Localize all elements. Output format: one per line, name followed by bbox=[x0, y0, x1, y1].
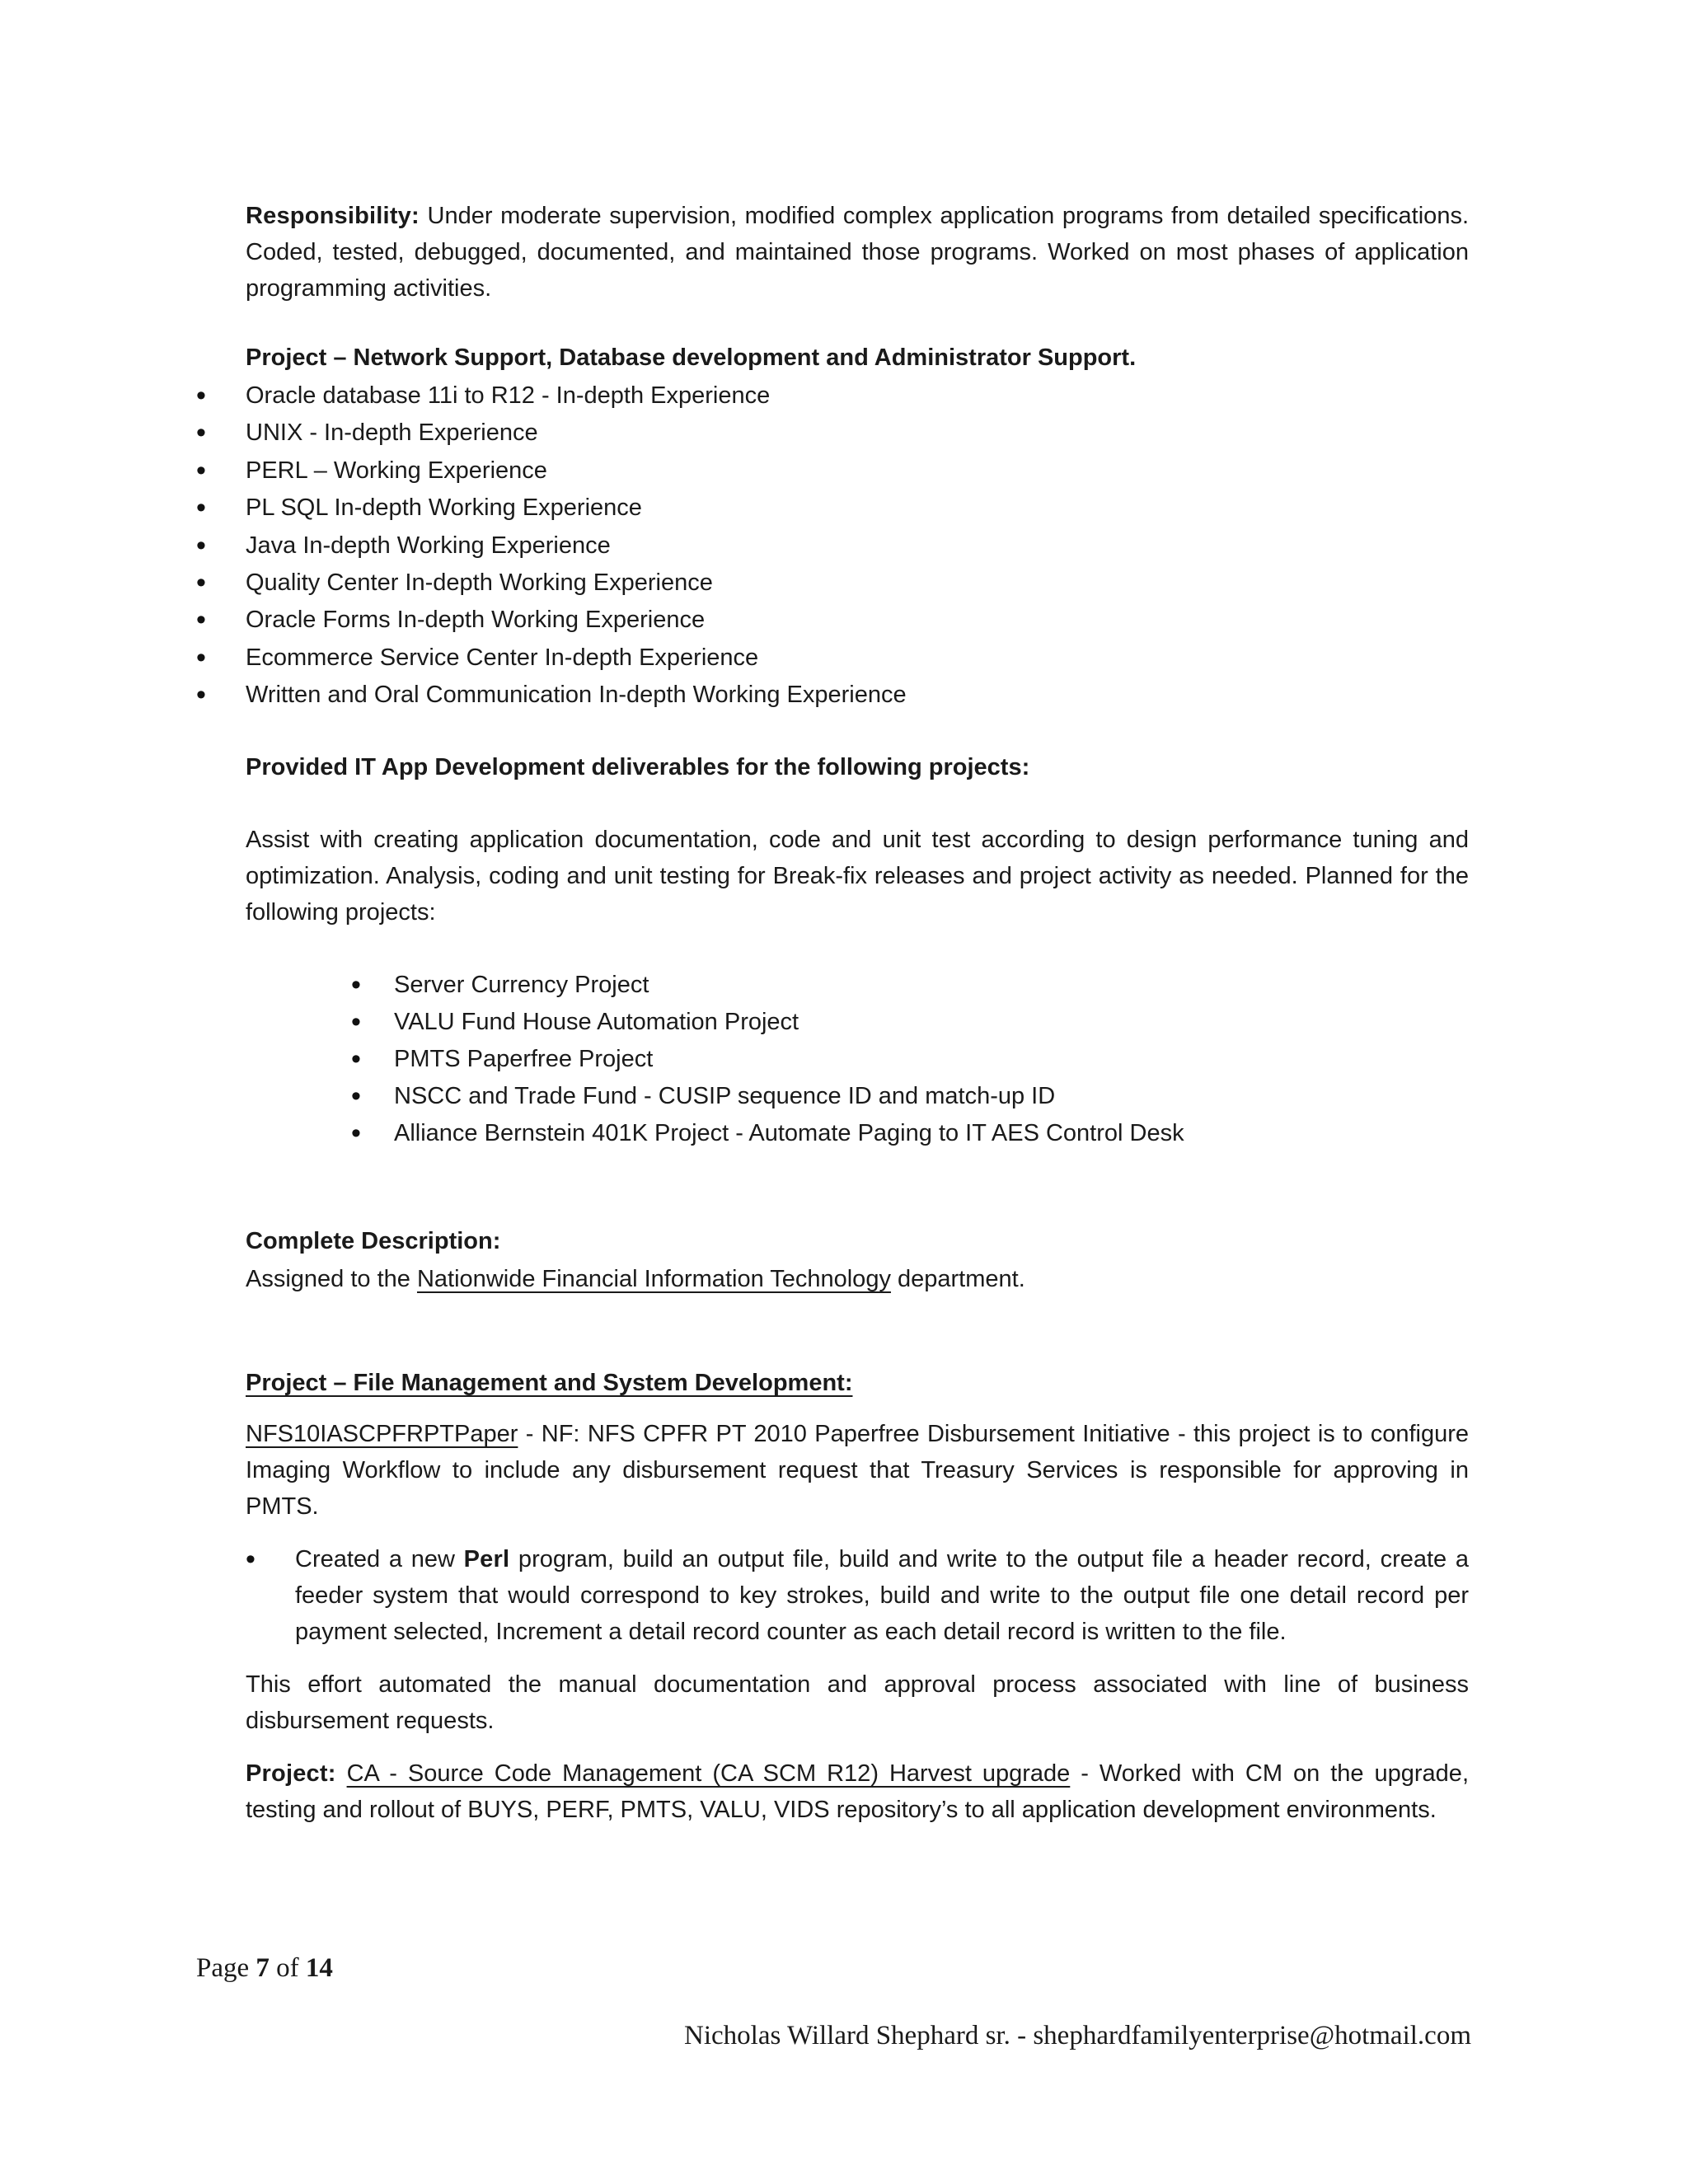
perl-prefix: Created a new bbox=[295, 1545, 464, 1572]
page-content bbox=[246, 198, 1469, 1828]
project-code-link[interactable]: NFS10IASCPFRPTPaper bbox=[246, 1420, 518, 1447]
list-item: • Oracle database 11i to R12 - In-depth Experience bbox=[246, 377, 1469, 415]
skills-list bbox=[246, 377, 1469, 715]
list-item: • Quality Center In-depth Working Experience bbox=[246, 565, 1469, 602]
list-item: • Java In-depth Working Experience bbox=[246, 527, 1469, 565]
list-item: • PERL – Working Experience bbox=[246, 452, 1469, 490]
projects-list bbox=[394, 967, 1469, 1152]
page-mid: of bbox=[269, 1953, 306, 1983]
effort-paragraph: This effort automated the manual documentation and approval process associated with line of business disbursement requests. bbox=[246, 1671, 1469, 1734]
list-item: • PMTS Paperfree Project bbox=[394, 1041, 1469, 1078]
author-footer: Nicholas Willard Shephard sr. - shephardfamilyenterprise@hotmail.com bbox=[684, 2021, 1471, 2050]
complete-description-heading: Complete Description: bbox=[246, 1227, 501, 1254]
list-item: • Ecommerce Service Center In-depth Experience bbox=[246, 640, 1469, 677]
perl-bold: Perl bbox=[463, 1545, 510, 1572]
harvest-paragraph bbox=[246, 1755, 1469, 1828]
list-item: • Written and Oral Communication In-depth Working Experience bbox=[246, 677, 1469, 714]
responsibility-paragraph bbox=[246, 198, 1469, 307]
list-item bbox=[295, 1541, 1469, 1650]
perl-suffix: program, build an output file, build and write to the output file a header record, create a feeder system that would correspond to key strokes, build and write to the output file one detail record per payment selected, Increment a detail record counter as each detail record is written to the file. bbox=[295, 1545, 1469, 1645]
page-number bbox=[196, 1953, 333, 1984]
list-item: • NSCC and Trade Fund - CUSIP sequence ID and match-up ID bbox=[394, 1078, 1469, 1115]
responsibility-text: Under moderate supervision, modified complex application programs from detailed specifications. Coded, tested, debugged, documented, and maintained those programs. Worked on most phases of application programming activities. bbox=[246, 203, 1469, 302]
nationwide-link[interactable]: Nationwide Financial Information Technology bbox=[416, 1265, 891, 1292]
file-management-paragraph bbox=[246, 1416, 1469, 1525]
page-prefix: Page bbox=[196, 1953, 256, 1983]
description-suffix: department. bbox=[890, 1265, 1025, 1292]
harvest-link[interactable]: CA - Source Code Management (CA SCM R12) Harvest upgrade bbox=[346, 1760, 1071, 1787]
list-item: • UNIX - In-depth Experience bbox=[246, 415, 1469, 452]
page-total: 14 bbox=[305, 1953, 333, 1983]
network-project-heading: Project – Network Support, Database development and Administrator Support. bbox=[246, 344, 1137, 371]
list-item: • PL SQL In-depth Working Experience bbox=[246, 490, 1469, 527]
description-prefix: Assigned to the bbox=[246, 1265, 417, 1292]
list-item: • Oracle Forms In-depth Working Experience bbox=[246, 602, 1469, 639]
file-management-heading: Project – File Management and System Development: bbox=[246, 1369, 853, 1396]
perl-bullet-list bbox=[295, 1541, 1469, 1650]
page-current: 7 bbox=[256, 1953, 270, 1983]
harvest-text: - Worked with CM on the upgrade, testing and rollout of BUYS, PERF, PMTS, VALU, VIDS repository’s to all application development environments. bbox=[246, 1760, 1469, 1823]
deliverables-paragraph: Assist with creating application documentation, code and unit test according to design performance tuning and optimization. Analysis, coding and unit testing for Break-fix releases and project activity as needed. Planned for the following projects: bbox=[246, 826, 1469, 926]
deliverables-heading: Provided IT App Development deliverables for the following projects: bbox=[246, 753, 1030, 780]
list-item: • Alliance Bernstein 401K Project - Automate Paging to IT AES Control Desk bbox=[394, 1115, 1469, 1152]
list-item: • Server Currency Project bbox=[394, 967, 1469, 1004]
harvest-label: Project: bbox=[246, 1760, 336, 1787]
list-item: • VALU Fund House Automation Project bbox=[394, 1004, 1469, 1041]
complete-description-text bbox=[246, 1261, 1469, 1297]
file-management-text: - NF: NFS CPFR PT 2010 Paperfree Disbursement Initiative - this project is to configure Imaging Workflow to include any disbursement request that Treasury Services is responsible for approving in PMTS. bbox=[246, 1420, 1469, 1520]
responsibility-label: Responsibility: bbox=[246, 203, 420, 229]
